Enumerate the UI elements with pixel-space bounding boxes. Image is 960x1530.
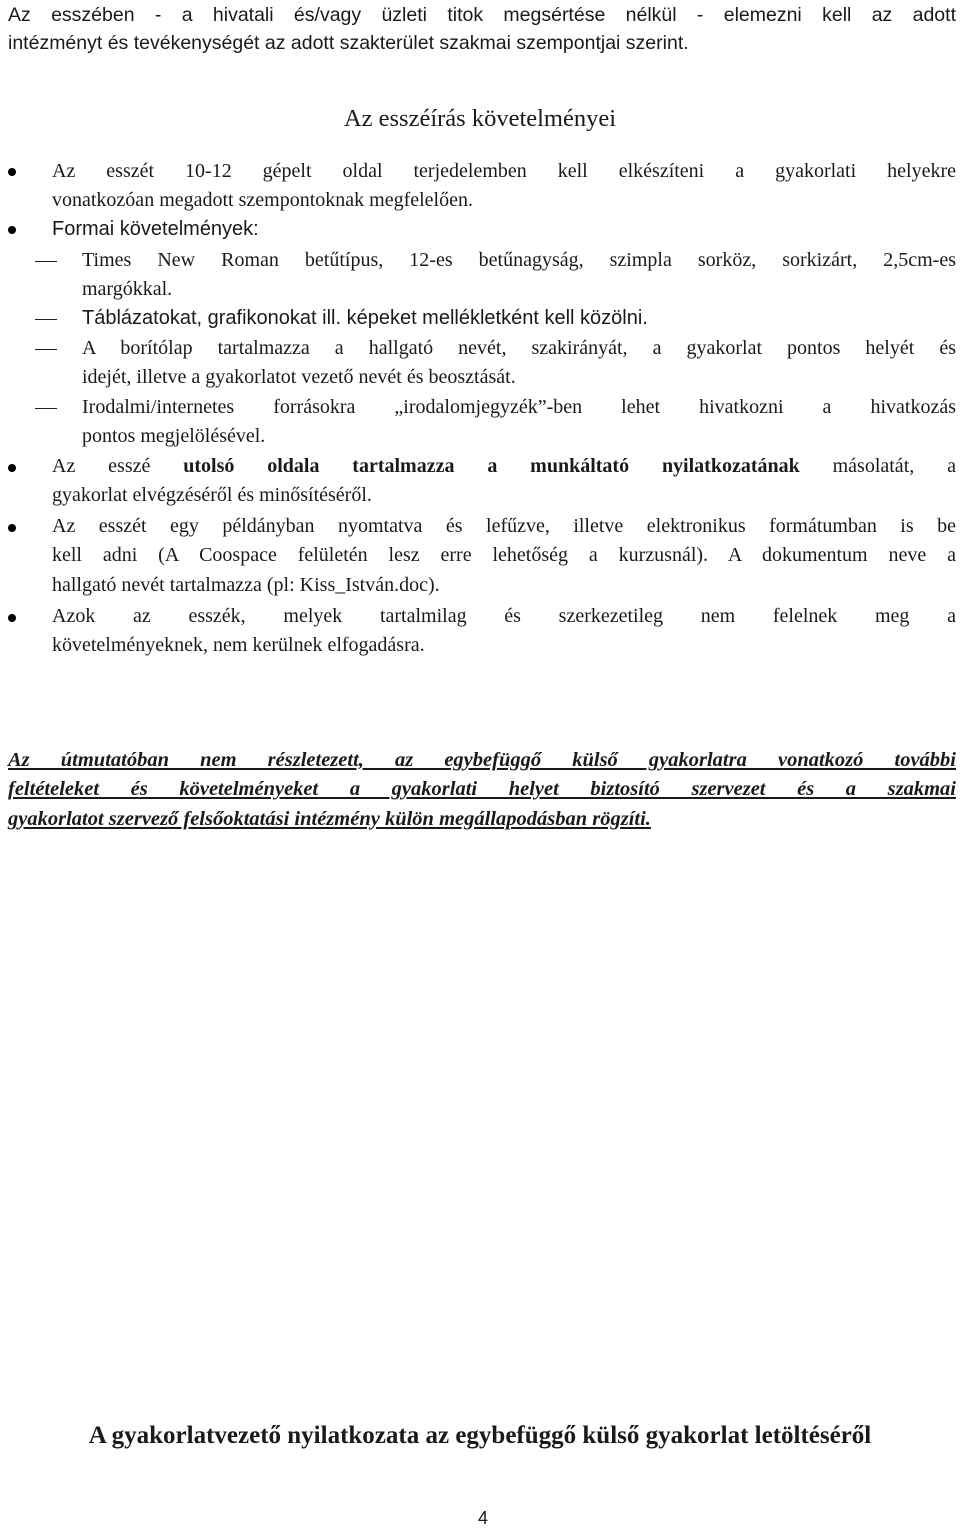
bullet-icon [8,524,16,532]
sub-item-tables: Táblázatokat, grafikonokat ill. képeket mellékletként kell közölni. [82,307,648,329]
bullet-icon [8,614,16,622]
intro-paragraph [8,1,956,57]
bullet-icon [8,464,16,472]
closing-note: Az útmutatóban nem részletezett, az egybefüggő külső gyakorlatra vonatkozó további feltételeket és követelményeket a gyakorlati helyet biztosító szervezet és a szakmai gyakorlatot szervező felsőoktatási intézmény külön megállapodásban rögzíti. [8,749,956,830]
bullet-item-page-count: Az esszét 10-12 gépelt oldal terjedelemben kell elkészíteni a gyakorlati helyekre vonatkozóan megadott szempontoknak megfelelően. [52,160,956,212]
sub-item-references: Irodalmi/internetes forrásokra „irodalomjegyzék”-ben lehet hivatkozni a hivatkozás pontos megjelölésével. [82,396,956,448]
intro-line-1: Az esszében - a hivatali és/vagy üzleti titok megsértése nélkül - elemezni kell az adott [8,4,956,26]
section-heading: A gyakorlatvezető nyilatkozata az egybefüggő külső gyakorlat letöltéséről [88,1422,872,1449]
bullet-item-submission: Az esszét egy példányban nyomtatva és lefűzve, illetve elektronikus formátumban is be kell adni (A Coospace felületén lesz erre lehetőség a kurzusnál). A dokumentum neve a hallgató nevét tartalmazza (pl: Kiss_István.doc). [52,515,956,596]
sub-item-font: Times New Roman betűtípus, 12-es betűnagyság, szimpla sorköz, sorkizárt, 2,5cm-es margókkal. [82,249,956,301]
requirements-title: Az esszéírás követelményei [343,105,617,132]
bullet-item-formal-requirements: Formai követelmények: [52,218,259,240]
bullet-item-rejection: Azok az esszék, melyek tartalmilag és szerkezetileg nem felelnek meg a követelményeknek, nem kerülnek elfogadásra. [52,605,956,657]
emphasis-text: utolsó oldala tartalmazza a munkáltató nyilatkozatának [183,455,800,477]
page-number: 4 [477,1508,488,1528]
dash-icon [35,349,57,350]
intro-line-2: intézményt és tevékenységét az adott szakterület szakmai szempontjai szerint. [8,32,689,54]
bullet-icon [8,226,16,234]
sub-item-cover: A borítólap tartalmazza a hallgató nevét, szakirányát, a gyakorlat pontos helyét és idejét, illetve a gyakorlatot vezető nevét és beosztását. [82,337,956,389]
dash-icon [35,319,57,320]
dash-icon [35,408,57,409]
dash-icon [35,261,57,262]
bullet-icon [8,168,16,176]
bullet-item-last-page: Az esszé utolsó oldala tartalmazza a munkáltató nyilatkozatának másolatát, a gyakorlat elvégzéséről és minősítéséről. [52,455,956,507]
